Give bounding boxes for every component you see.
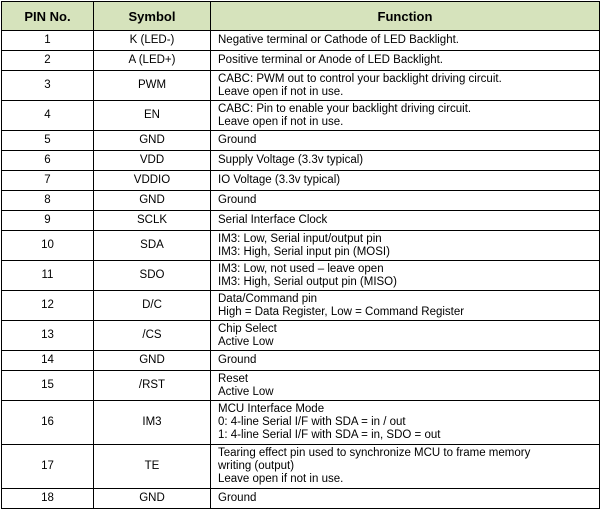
function-line: Active Low <box>218 335 274 348</box>
function-line: MCU Interface Mode <box>218 403 325 415</box>
function-line: Serial Interface Clock <box>218 214 328 226</box>
function-cell <box>211 371 600 401</box>
function-line: CABC: Pin to enable your backlight driving circuit. <box>218 102 472 115</box>
pin-number-cell: 9 <box>2 211 94 231</box>
function-line: Leave open if not in use. <box>218 85 344 98</box>
symbol-cell: A (LED+) <box>94 51 211 71</box>
function-cell <box>211 231 600 261</box>
symbol-cell: GND <box>94 191 211 211</box>
pin-number-cell: 2 <box>2 51 94 71</box>
table-row <box>2 445 600 489</box>
function-line: IM3: High, Serial output pin (MISO) <box>218 275 397 288</box>
table-header-row <box>2 2 600 31</box>
function-cell <box>211 321 600 351</box>
function-line: IM3: Low, not used – leave open <box>218 262 384 275</box>
pin-number-cell: 11 <box>2 261 94 291</box>
pin-number-cell: 7 <box>2 171 94 191</box>
table-row <box>2 261 600 291</box>
symbol-cell: K (LED-) <box>94 31 211 51</box>
function-line: Leave open if not in use. <box>218 115 344 128</box>
pin-number-cell: 16 <box>2 401 94 445</box>
function-cell <box>211 71 600 101</box>
table-row <box>2 231 600 261</box>
pin-number-cell: 12 <box>2 291 94 321</box>
symbol-cell: TE <box>94 445 211 489</box>
symbol-cell: VDDIO <box>94 171 211 191</box>
table-row <box>2 351 600 371</box>
symbol-cell: /CS <box>94 321 211 351</box>
table-row <box>2 151 600 171</box>
function-cell <box>211 101 600 131</box>
function-cell <box>211 131 600 151</box>
pin-number-cell: 1 <box>2 31 94 51</box>
symbol-cell: EN <box>94 101 211 131</box>
table-body <box>2 31 600 509</box>
table-row <box>2 371 600 401</box>
table-row <box>2 131 600 151</box>
pin-number-cell: 18 <box>2 489 94 509</box>
function-line: Chip Select <box>218 322 277 335</box>
function-line: High = Data Register, Low = Command Register <box>218 305 465 318</box>
function-line: Active Low <box>218 385 274 398</box>
function-line: Supply Voltage (3.3v typical) <box>218 154 364 166</box>
function-line: Positive terminal or Anode of LED Backlight. <box>218 54 444 66</box>
table-row <box>2 31 600 51</box>
table-row <box>2 321 600 351</box>
function-line: 0: 4-line Serial I/F with SDA = in / out <box>218 416 406 428</box>
table-row <box>2 71 600 101</box>
function-cell <box>211 401 600 445</box>
function-cell <box>211 51 600 71</box>
header-symbol: Symbol <box>94 2 211 31</box>
table-row <box>2 401 600 445</box>
function-line: Ground <box>218 134 257 146</box>
pin-number-cell: 13 <box>2 321 94 351</box>
function-line: Negative terminal or Cathode of LED Backlight. <box>218 34 459 46</box>
symbol-cell: /RST <box>94 371 211 401</box>
function-line: writing (output) <box>218 460 295 472</box>
table-row <box>2 489 600 509</box>
function-line: Ground <box>218 194 257 206</box>
symbol-cell: SDO <box>94 261 211 291</box>
table-row <box>2 291 600 321</box>
pin-number-cell: 5 <box>2 131 94 151</box>
function-cell <box>211 291 600 321</box>
pin-number-cell: 3 <box>2 71 94 101</box>
function-line: 1: 4-line Serial I/F with SDA = in, SDO = out <box>218 429 441 441</box>
function-cell <box>211 151 600 171</box>
function-line: Leave open if not in use. <box>218 473 344 485</box>
symbol-cell: GND <box>94 351 211 371</box>
function-line: Ground <box>218 492 257 504</box>
symbol-cell: VDD <box>94 151 211 171</box>
function-line: Ground <box>218 354 257 366</box>
symbol-cell: IM3 <box>94 401 211 445</box>
pin-number-cell: 14 <box>2 351 94 371</box>
symbol-cell: D/C <box>94 291 211 321</box>
function-cell <box>211 211 600 231</box>
symbol-cell: GND <box>94 489 211 509</box>
table-row <box>2 211 600 231</box>
pin-function-table <box>1 1 600 509</box>
function-line: Data/Command pin <box>218 292 318 305</box>
function-cell <box>211 31 600 51</box>
pin-number-cell: 17 <box>2 445 94 489</box>
table-row <box>2 101 600 131</box>
symbol-cell: PWM <box>94 71 211 101</box>
function-cell <box>211 191 600 211</box>
function-line: IM3: Low, Serial input/output pin <box>218 232 382 245</box>
symbol-cell: SDA <box>94 231 211 261</box>
symbol-cell: GND <box>94 131 211 151</box>
pin-number-cell: 10 <box>2 231 94 261</box>
pin-number-cell: 4 <box>2 101 94 131</box>
function-line: IM3: High, Serial input pin (MOSI) <box>218 245 390 258</box>
function-cell <box>211 445 600 489</box>
function-line: Tearing effect pin used to synchronize MCU to frame memory <box>218 447 531 459</box>
pin-number-cell: 15 <box>2 371 94 401</box>
pin-number-cell: 6 <box>2 151 94 171</box>
table-row <box>2 51 600 71</box>
function-line: Reset <box>218 372 249 385</box>
header-function: Function <box>211 2 600 31</box>
function-cell <box>211 261 600 291</box>
table-row <box>2 171 600 191</box>
function-cell <box>211 351 600 371</box>
function-line: CABC: PWM out to control your backlight driving circuit. <box>218 72 502 85</box>
pin-number-cell: 8 <box>2 191 94 211</box>
table-row <box>2 191 600 211</box>
function-cell <box>211 489 600 509</box>
function-cell <box>211 171 600 191</box>
header-pin-no: PIN No. <box>2 2 94 31</box>
function-line: IO Voltage (3.3v typical) <box>218 174 341 186</box>
symbol-cell: SCLK <box>94 211 211 231</box>
